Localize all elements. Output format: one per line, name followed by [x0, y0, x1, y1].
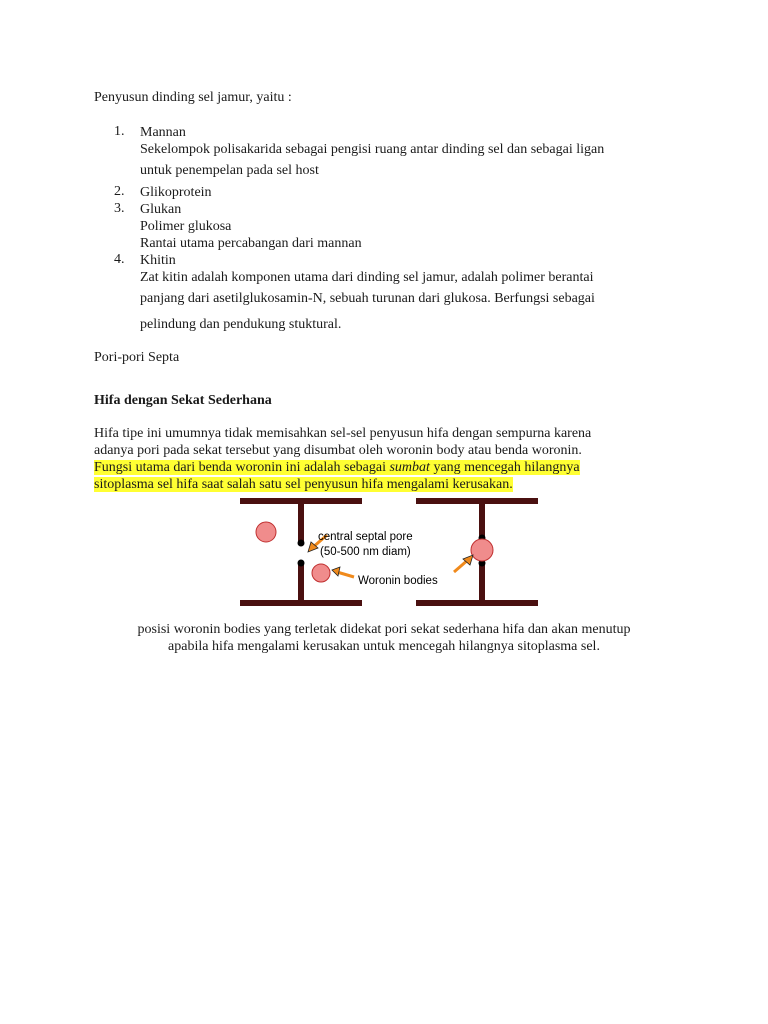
septum-upper-left — [298, 498, 304, 542]
septum-lower-right — [479, 563, 485, 606]
list-item — [94, 201, 694, 252]
list-item — [94, 124, 694, 184]
list-item-title: Mannan — [140, 125, 186, 140]
woronin-body — [256, 522, 276, 542]
arrow-head — [332, 567, 340, 576]
pori-septa-text: Pori-pori Septa — [94, 350, 180, 365]
paragraph-line: Hifa tipe ini umumnya tidak memisahkan sel-sel penyusun hifa dengan sempurna karena — [94, 426, 592, 441]
arrow-to-woronin-body — [337, 572, 354, 577]
list-item-desc: Rantai utama percabangan dari mannan — [140, 236, 362, 251]
list-number: 3. — [114, 201, 125, 216]
list-number: 4. — [114, 252, 125, 267]
woronin-label: Woronin bodies — [358, 575, 438, 587]
woronin-body-plugging-pore — [471, 539, 493, 561]
woronin-body — [312, 564, 330, 582]
list-number: 1. — [114, 124, 125, 139]
pore-label-line2: (50-500 nm diam) — [320, 546, 411, 558]
caption-line: apabila hifa mengalami kerusakan untuk mencegah hilangnya sitoplasma sel. — [168, 639, 600, 654]
septal-pore-diagram — [232, 493, 552, 611]
highlighted-text — [94, 460, 580, 475]
list-item — [94, 252, 694, 338]
paragraph-line: adanya pori pada sekat tersebut yang disumbat oleh woronin body atau benda woronin. — [94, 443, 582, 458]
woronin-figure — [232, 493, 552, 611]
list-item-desc: Zat kitin adalah komponen utama dari dinding sel jamur, adalah polimer berantai — [140, 270, 594, 285]
septum-upper-right — [479, 498, 485, 538]
septum-lower-left — [298, 563, 304, 606]
paragraph — [94, 425, 694, 493]
pore-edge-dot — [298, 560, 305, 567]
pore-label-line1: central septal pore — [318, 531, 413, 543]
list-item-desc: Sekelompok polisakarida sebagai pengisi ruang antar dinding sel dan sebagai ligan — [140, 142, 605, 157]
list-item-desc: pelindung dan pendukung stuktural. — [140, 317, 342, 332]
list-item-title: Glukan — [140, 202, 182, 217]
pore-edge-dot — [298, 540, 305, 547]
intro-text: Penyusun dinding sel jamur, yaitu : — [94, 90, 292, 105]
hypha-wall-top-right — [416, 498, 538, 504]
highlight-part: Fungsi utama dari benda woronin ini adalah sebagai — [94, 460, 390, 475]
list-item — [94, 184, 694, 201]
list-item-desc: untuk penempelan pada sel host — [140, 163, 319, 178]
highlighted-text: sitoplasma sel hifa saat salah satu sel penyusun hifa mengalami kerusakan. — [94, 477, 513, 492]
caption-line: posisi woronin bodies yang terletak didekat pori sekat sederhana hifa dan akan menutup — [137, 622, 631, 637]
wall-components-list — [94, 124, 694, 338]
list-item-title: Khitin — [140, 253, 176, 268]
list-item-desc: panjang dari asetilglukosamin-N, sebuah turunan dari glukosa. Berfungsi sebagai — [140, 291, 595, 306]
figure-caption — [94, 621, 674, 655]
section-heading: Hifa dengan Sekat Sederhana — [94, 393, 272, 408]
highlight-italic: sumbat — [389, 460, 430, 475]
hypha-wall-bottom-right — [416, 600, 538, 606]
highlight-part: yang mencegah hilangnya — [429, 460, 580, 475]
list-number: 2. — [114, 184, 125, 199]
list-item-title: Glikoprotein — [140, 185, 212, 200]
list-item-desc: Polimer glukosa — [140, 219, 232, 234]
